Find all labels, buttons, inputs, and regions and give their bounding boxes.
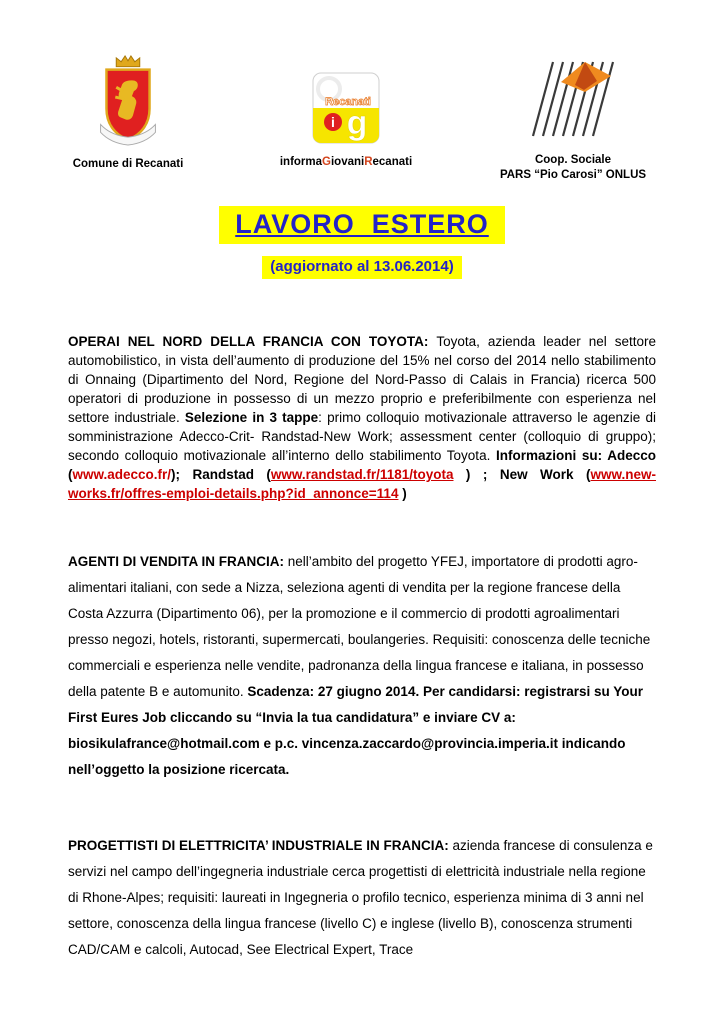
card-letter-g: g [346,104,368,142]
document-body [68,332,656,963]
logo-block-comune [38,52,218,172]
link-adecco[interactable]: www.adecco.fr/ [72,467,172,482]
page-title: LAVORO ESTERO [235,209,489,239]
logo-caption-pars [490,153,656,183]
informagiovani-card-icon [312,72,380,144]
comune-recanati-crest-icon [96,52,160,146]
card-letter-i: i [331,114,335,130]
text-segment: azienda francese di consulenza e servizi nel campo dell’ingegneria industriale cerca progettisti di elettricità industriale nella regione di Rhone-Alpes; requisiti: laureati in Ingegneria o profilo tecnico, esperienza minima di 3 anni nel settore, conoscenza della lingua francese (livello C) e inglese (livello B), conoscenza strumenti CAD/CAM e calcoli, Autocad, See Electrical Expert, Trace [68,838,653,957]
logo-caption-informagiovani [256,155,436,170]
page-subtitle: (aggiornato al 13.06.2014) [270,258,454,275]
text-segment: Scadenza: 27 giugno 2014. Per candidarsi: registrarsi su Your First Eures Job cliccando su “Invia la tua candidatura” e inviare CV a: biosikulafrance@hotmail.com e p.c. vincenza.zaccardo@provincia.imperia.it indicando nell’oggetto la posizione ricercata. [68,684,644,777]
text-segment: ) [398,486,407,501]
text-segment: informa [279,156,323,168]
text-segment: : primo colloquio motivazionale attraverso le agenzie di somministrazione Adecco-Crit- Randstad-New Work; assessment center (colloquio di gruppo); secondo colloquio motivazionale all’interno dello stabilimento Toyota. [68,410,656,463]
job-heading-progettisti: PROGETTISTI DI ELETTRICITA’ INDUSTRIALE IN FRANCIA: [68,838,453,853]
text-segment: iovani [330,156,365,168]
card-text-recanati: Recanati [325,96,371,108]
text-segment: Selezione in 3 tappe [184,410,319,425]
link-randstad[interactable]: www.randstad.fr/1181/toyota [270,467,454,482]
pars-caption-line2: PARS “Pio Carosi” ONLUS [499,169,647,181]
job-listing-progettisti [68,833,656,963]
job-listing-toyota [68,332,656,503]
text-segment: R [364,156,373,168]
subtitle-row [0,256,724,279]
text-segment: ecanati [372,156,413,168]
text-segment: G [322,156,331,168]
text-segment: nell’ambito del progetto YFEJ, importatore di prodotti agro-alimentari italiani, con sede a Nizza, seleziona agenti di vendita per la regione francese della Costa Azzurra (Dipartimento 06), per la promozione e il commercio di prodotti agroalimentari presso negozi, hotels, ristoranti, supermercati, boulangeries. Requisiti: conoscenza delle tecniche commerciali e esperienza nelle vendite, padronanza della lingua francese e italiana, in possesso della patente B e automunito. [68,554,651,699]
logo-caption-comune: Comune di Recanati [72,158,184,170]
link-new-work[interactable]: www.new-works.fr/offres-emploi-details.php?id_annonce=114 [68,467,656,501]
logo-block-informagiovani [256,72,436,170]
text-segment: ) ; New Work ( [453,467,591,482]
logo-block-pars [490,56,656,183]
pars-caption-line1: Coop. Sociale [534,154,612,166]
subtitle-highlight [262,256,461,279]
text-segment: Informazioni su: Adecco ( [68,448,657,482]
job-heading-toyota: OPERAI NEL NORD DELLA FRANCIA CON TOYOTA: [68,334,437,349]
title-highlight [219,206,505,244]
job-listing-agenti-vendita [68,549,656,783]
title-row [0,206,724,244]
job-heading-agenti: AGENTI DI VENDITA IN FRANCIA: [68,554,288,569]
text-segment: ); Randstad ( [171,467,271,482]
text-segment: Toyota, azienda leader nel settore automobilistico, in vista dell’aumento di produzione del 15% nel corso del 2014 nello stabilimento di Onnaing (Dipartimento del Nord, Regione del Nord-Passo di Calais in Francia) ricerca 500 operatori di produzione in possesso di un mezzo proprio e preferibilmente con esperienza nel settore industriale. [68,334,656,425]
pars-logo-icon [523,56,623,142]
